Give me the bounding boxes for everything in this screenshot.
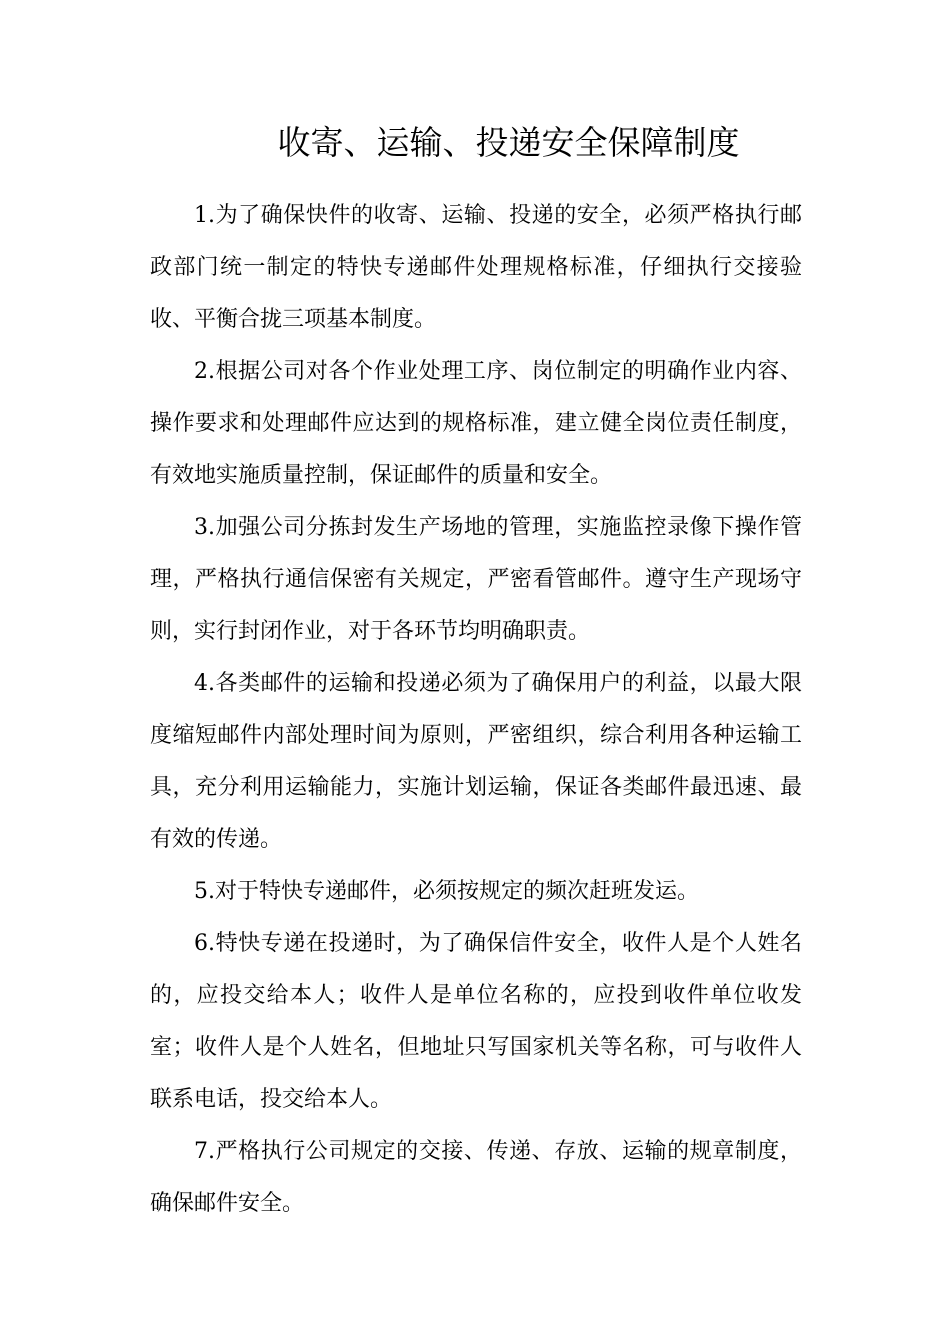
paragraph-4: 4.各类邮件的运输和投递必须为了确保用户的利益，以最大限度缩短邮件内部处理时间为原则，严密组织，综合利用各种运输工具，充分利用运输能力，实施计划运输，保证各类邮件最迅速、最有效的传递。 xyxy=(150,671,802,852)
paragraph-3: 3.加强公司分拣封发生产场地的管理，实施监控录像下操作管理，严格执行通信保密有关规定，严密看管邮件。遵守生产现场守则，实行封闭作业，对于各环节均明确职责。 xyxy=(150,515,802,644)
paragraph-2: 2.根据公司对各个作业处理工序、岗位制定的明确作业内容、操作要求和处理邮件应达到的规格标准，建立健全岗位责任制度，有效地实施质量控制，保证邮件的质量和安全。 xyxy=(150,359,802,488)
paragraph-1: 1.为了确保快件的收寄、运输、投递的安全，必须严格执行邮政部门统一制定的特快专递邮件处理规格标准，仔细执行交接验收、平衡合拢三项基本制度。 xyxy=(150,203,802,332)
paragraph-5: 5.对于特快专递邮件，必须按规定的频次赶班发运。 xyxy=(194,879,699,904)
document-body xyxy=(150,190,802,1230)
paragraph-6: 6.特快专递在投递时，为了确保信件安全，收件人是个人姓名的，应投交给本人；收件人是单位名称的，应投到收件单位收发室；收件人是个人姓名，但地址只写国家机关等名称，可与收件人联系电话，投交给本人。 xyxy=(150,931,802,1112)
paragraph-7: 7.严格执行公司规定的交接、传递、存放、运输的规章制度，确保邮件安全。 xyxy=(150,1139,802,1216)
document-title: 收寄、运输、投递安全保障制度 xyxy=(277,123,740,162)
